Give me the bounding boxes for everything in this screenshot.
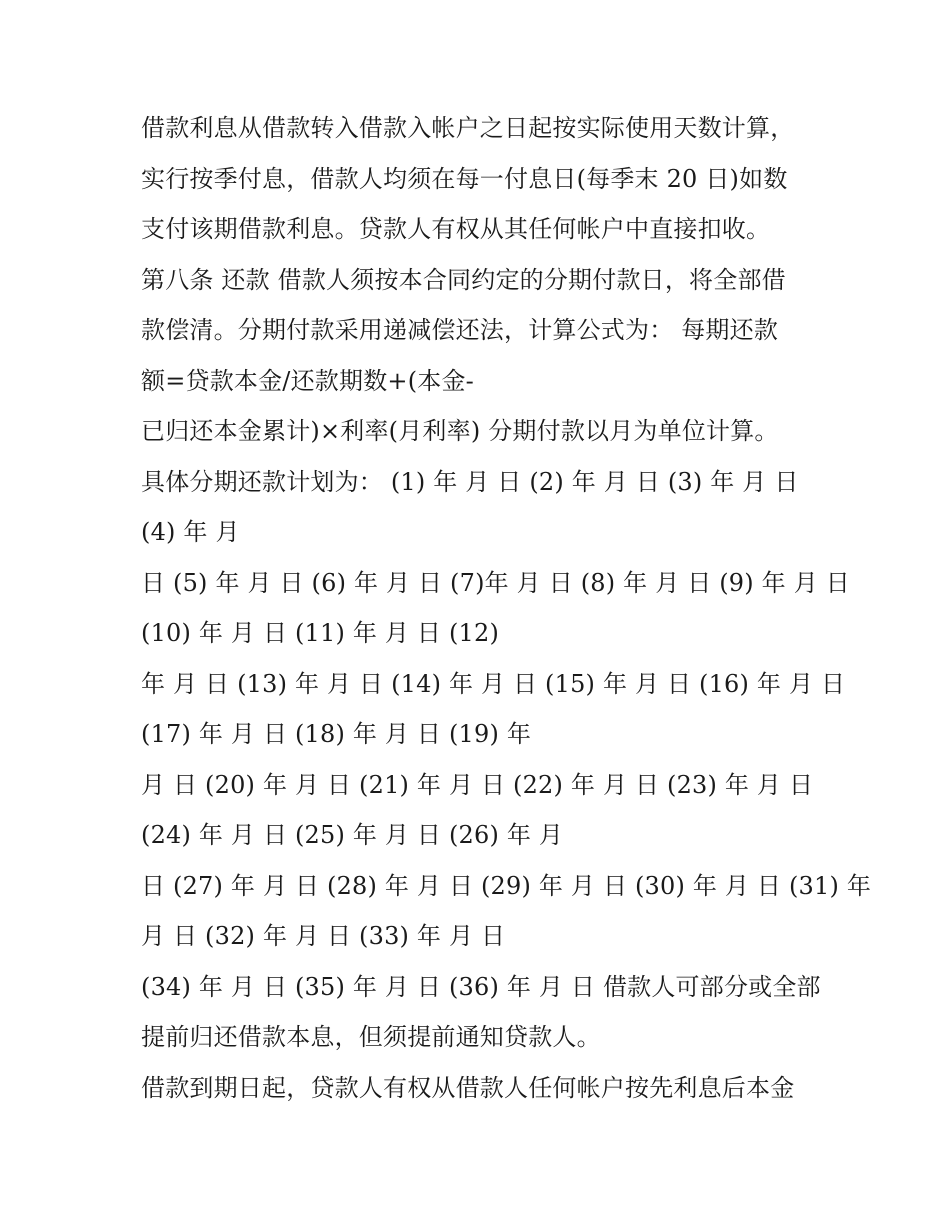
text-line-5: 款偿清。分期付款采用递减偿还法，计算公式为： 每期还款 [141, 316, 779, 344]
text-line-13: (17) 年 月 日 (18) 年 月 日 (19) 年 [141, 720, 532, 748]
text-line-20: 借款到期日起，贷款人有权从借款人任何帐户按先利息后本金 [141, 1073, 795, 1102]
contract-text [141, 103, 872, 1113]
text-line-4: 第八条 还款 借款人须按本合同约定的分期付款日，将全部借 [141, 265, 786, 294]
text-line-17: 月 日 (32) 年 月 日 (33) 年 月 日 [141, 922, 506, 950]
text-line-16: 日 (27) 年 月 日 (28) 年 月 日 (29) 年 月 日 (30) 年 月 日 (31) 年 [141, 871, 872, 900]
text-line-11: (10) 年 月 日 (11) 年 月 日 (12) [141, 619, 500, 647]
text-line-15: (24) 年 月 日 (25) 年 月 日 (26) 年 月 [141, 821, 564, 849]
text-line-18: (34) 年 月 日 (35) 年 月 日 (36) 年 月 日 借款人可部分或全部 [141, 972, 821, 1001]
text-line-6: 额=贷款本金/还款期数+(本金- [141, 366, 474, 395]
text-line-9: (4) 年 月 [141, 518, 240, 546]
text-line-1: 借款利息从借款转入借款入帐户之日起按实际使用天数计算， [141, 114, 795, 142]
text-line-10: 日 (5) 年 月 日 (6) 年 月 日 (7)年 月 日 (8) 年 月 日 (9) 年 月 日 [141, 568, 850, 597]
text-line-19: 提前归还借款本息，但须提前通知贷款人。 [141, 1023, 601, 1051]
text-line-12: 年 月 日 (13) 年 月 日 (14) 年 月 日 (15) 年 月 日 (16) 年 月 日 [141, 669, 846, 698]
text-line-7: 已归还本金累计)×利率(月利率) 分期付款以月为单位计算。 [141, 417, 779, 445]
text-line-3: 支付该期借款利息。贷款人有权从其任何帐户中直接扣收。 [141, 215, 771, 243]
text-line-14: 月 日 (20) 年 月 日 (21) 年 月 日 (22) 年 月 日 (23) 年 月 日 [141, 770, 814, 799]
text-line-8: 具体分期还款计划为： (1) 年 月 日 (2) 年 月 日 (3) 年 月 日 [141, 467, 799, 496]
text-line-2: 实行按季付息，借款人均须在每一付息日(每季末 20 日)如数 [141, 164, 788, 193]
